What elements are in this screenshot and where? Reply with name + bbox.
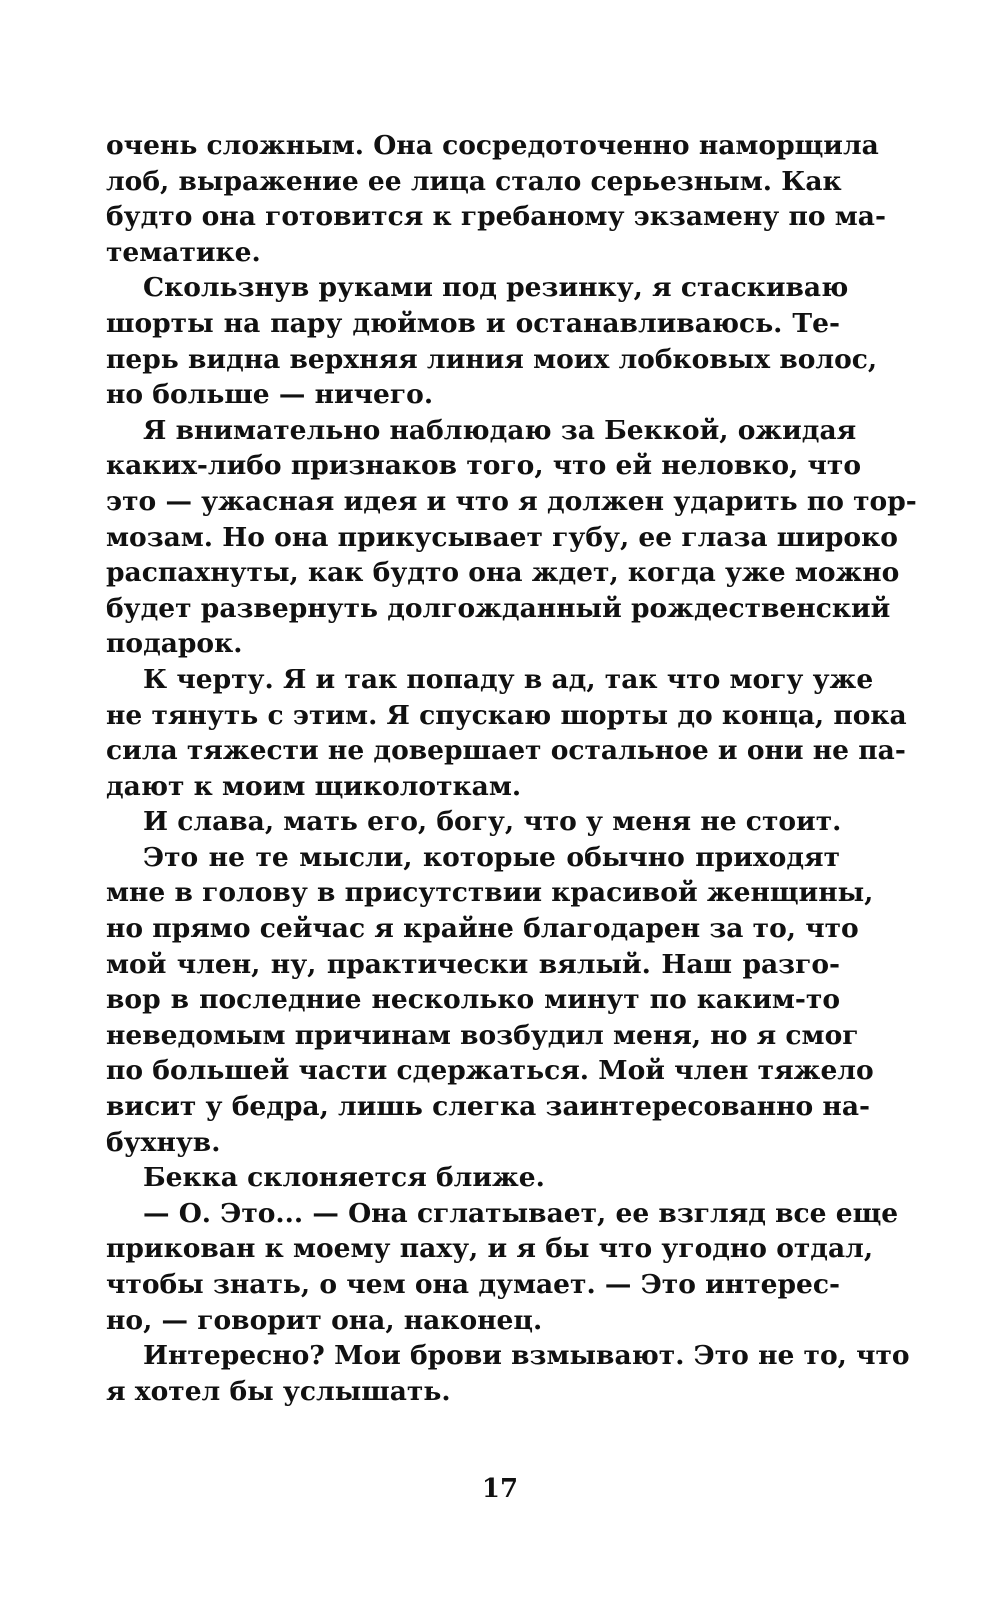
text-line: — О. Это... — Она сглатывает, ее взгляд все еще [143, 1197, 899, 1229]
text-line: мне в голову в присутствии красивой женщины, [106, 877, 874, 909]
text-line: вор в последние несколько минут по каким-то [106, 984, 840, 1016]
text-line: Я внимательно наблюдаю за Беккой, ожидая [143, 414, 857, 446]
text-line: мой член, ну, практически вялый. Наш разго- [106, 948, 840, 980]
text-line: Скользнув руками под резинку, я стаскиваю [143, 272, 849, 304]
text-line: распахнуты, как будто она ждет, когда уже можно [106, 557, 900, 589]
text-line: шорты на пару дюймов и останавливаюсь. Те- [106, 307, 840, 339]
text-line: мозам. Но она прикусывает губу, ее глаза широко [106, 521, 898, 553]
paragraph [106, 413, 917, 662]
text-line: дают к моим щиколоткам. [106, 770, 522, 802]
text-line: но прямо сейчас я крайне благодарен за то, что [106, 913, 859, 945]
text-line: подарок. [106, 628, 243, 660]
text-line: но больше — ничего. [106, 379, 434, 411]
text-line: я хотел бы услышать. [106, 1375, 451, 1407]
text-line: К черту. Я и так попаду в ад, так что могу уже [143, 663, 874, 695]
paragraph [106, 1338, 910, 1409]
page-number: 17 [481, 1474, 519, 1504]
paragraph [106, 662, 907, 804]
text-line: лоб, выражение ее лица стало серьезным. Как [106, 165, 842, 197]
paragraph [106, 128, 886, 270]
text-line: Бекка склоняется ближе. [143, 1162, 545, 1194]
text-line: тематике. [106, 236, 261, 268]
text-line: И слава, мать его, богу, что у меня не стоит. [143, 806, 842, 838]
text-line: каких-либо признаков того, что ей неловко, что [106, 450, 862, 482]
text-line: неведомым причинам возбудил меня, но я смог [106, 1019, 859, 1051]
text-line: чтобы знать, о чем она думает. — Это интерес- [106, 1269, 840, 1300]
text-line: Интересно? Мои брови взмывают. Это не то, что [143, 1340, 910, 1372]
text-line: прикован к моему паху, и я бы что угодно отдал, [106, 1233, 874, 1265]
text-line: будет развернуть долгожданный рождественский [106, 592, 891, 624]
text-line: по большей части сдержаться. Мой член тяжело [106, 1055, 874, 1087]
paragraph [106, 270, 878, 412]
text-line: это — ужасная идея и что я должен ударить по тор- [106, 485, 917, 517]
text-line: перь видна верхняя линия моих лобковых волос, [106, 343, 878, 375]
text-line: бухнув. [106, 1126, 221, 1158]
text-line: не тянуть с этим. Я спускаю шорты до конца, пока [106, 699, 907, 731]
text-line: очень сложным. Она сосредоточенно наморщила [106, 130, 879, 161]
text-line: Это не те мысли, которые обычно приходят [143, 841, 840, 873]
paragraph [106, 1160, 840, 1196]
text-line: но, — говорит она, наконец. [106, 1304, 543, 1336]
page-body [106, 128, 917, 1409]
text-line: будто она готовится к гребаному экзамену по ма- [106, 201, 886, 233]
paragraph [106, 804, 840, 840]
text-line: висит у бедра, лишь слегка заинтересованно на- [106, 1091, 870, 1123]
paragraph [106, 840, 874, 1160]
paragraph [106, 1196, 899, 1338]
text-line: сила тяжести не довершает остальное и они не па- [106, 735, 906, 767]
